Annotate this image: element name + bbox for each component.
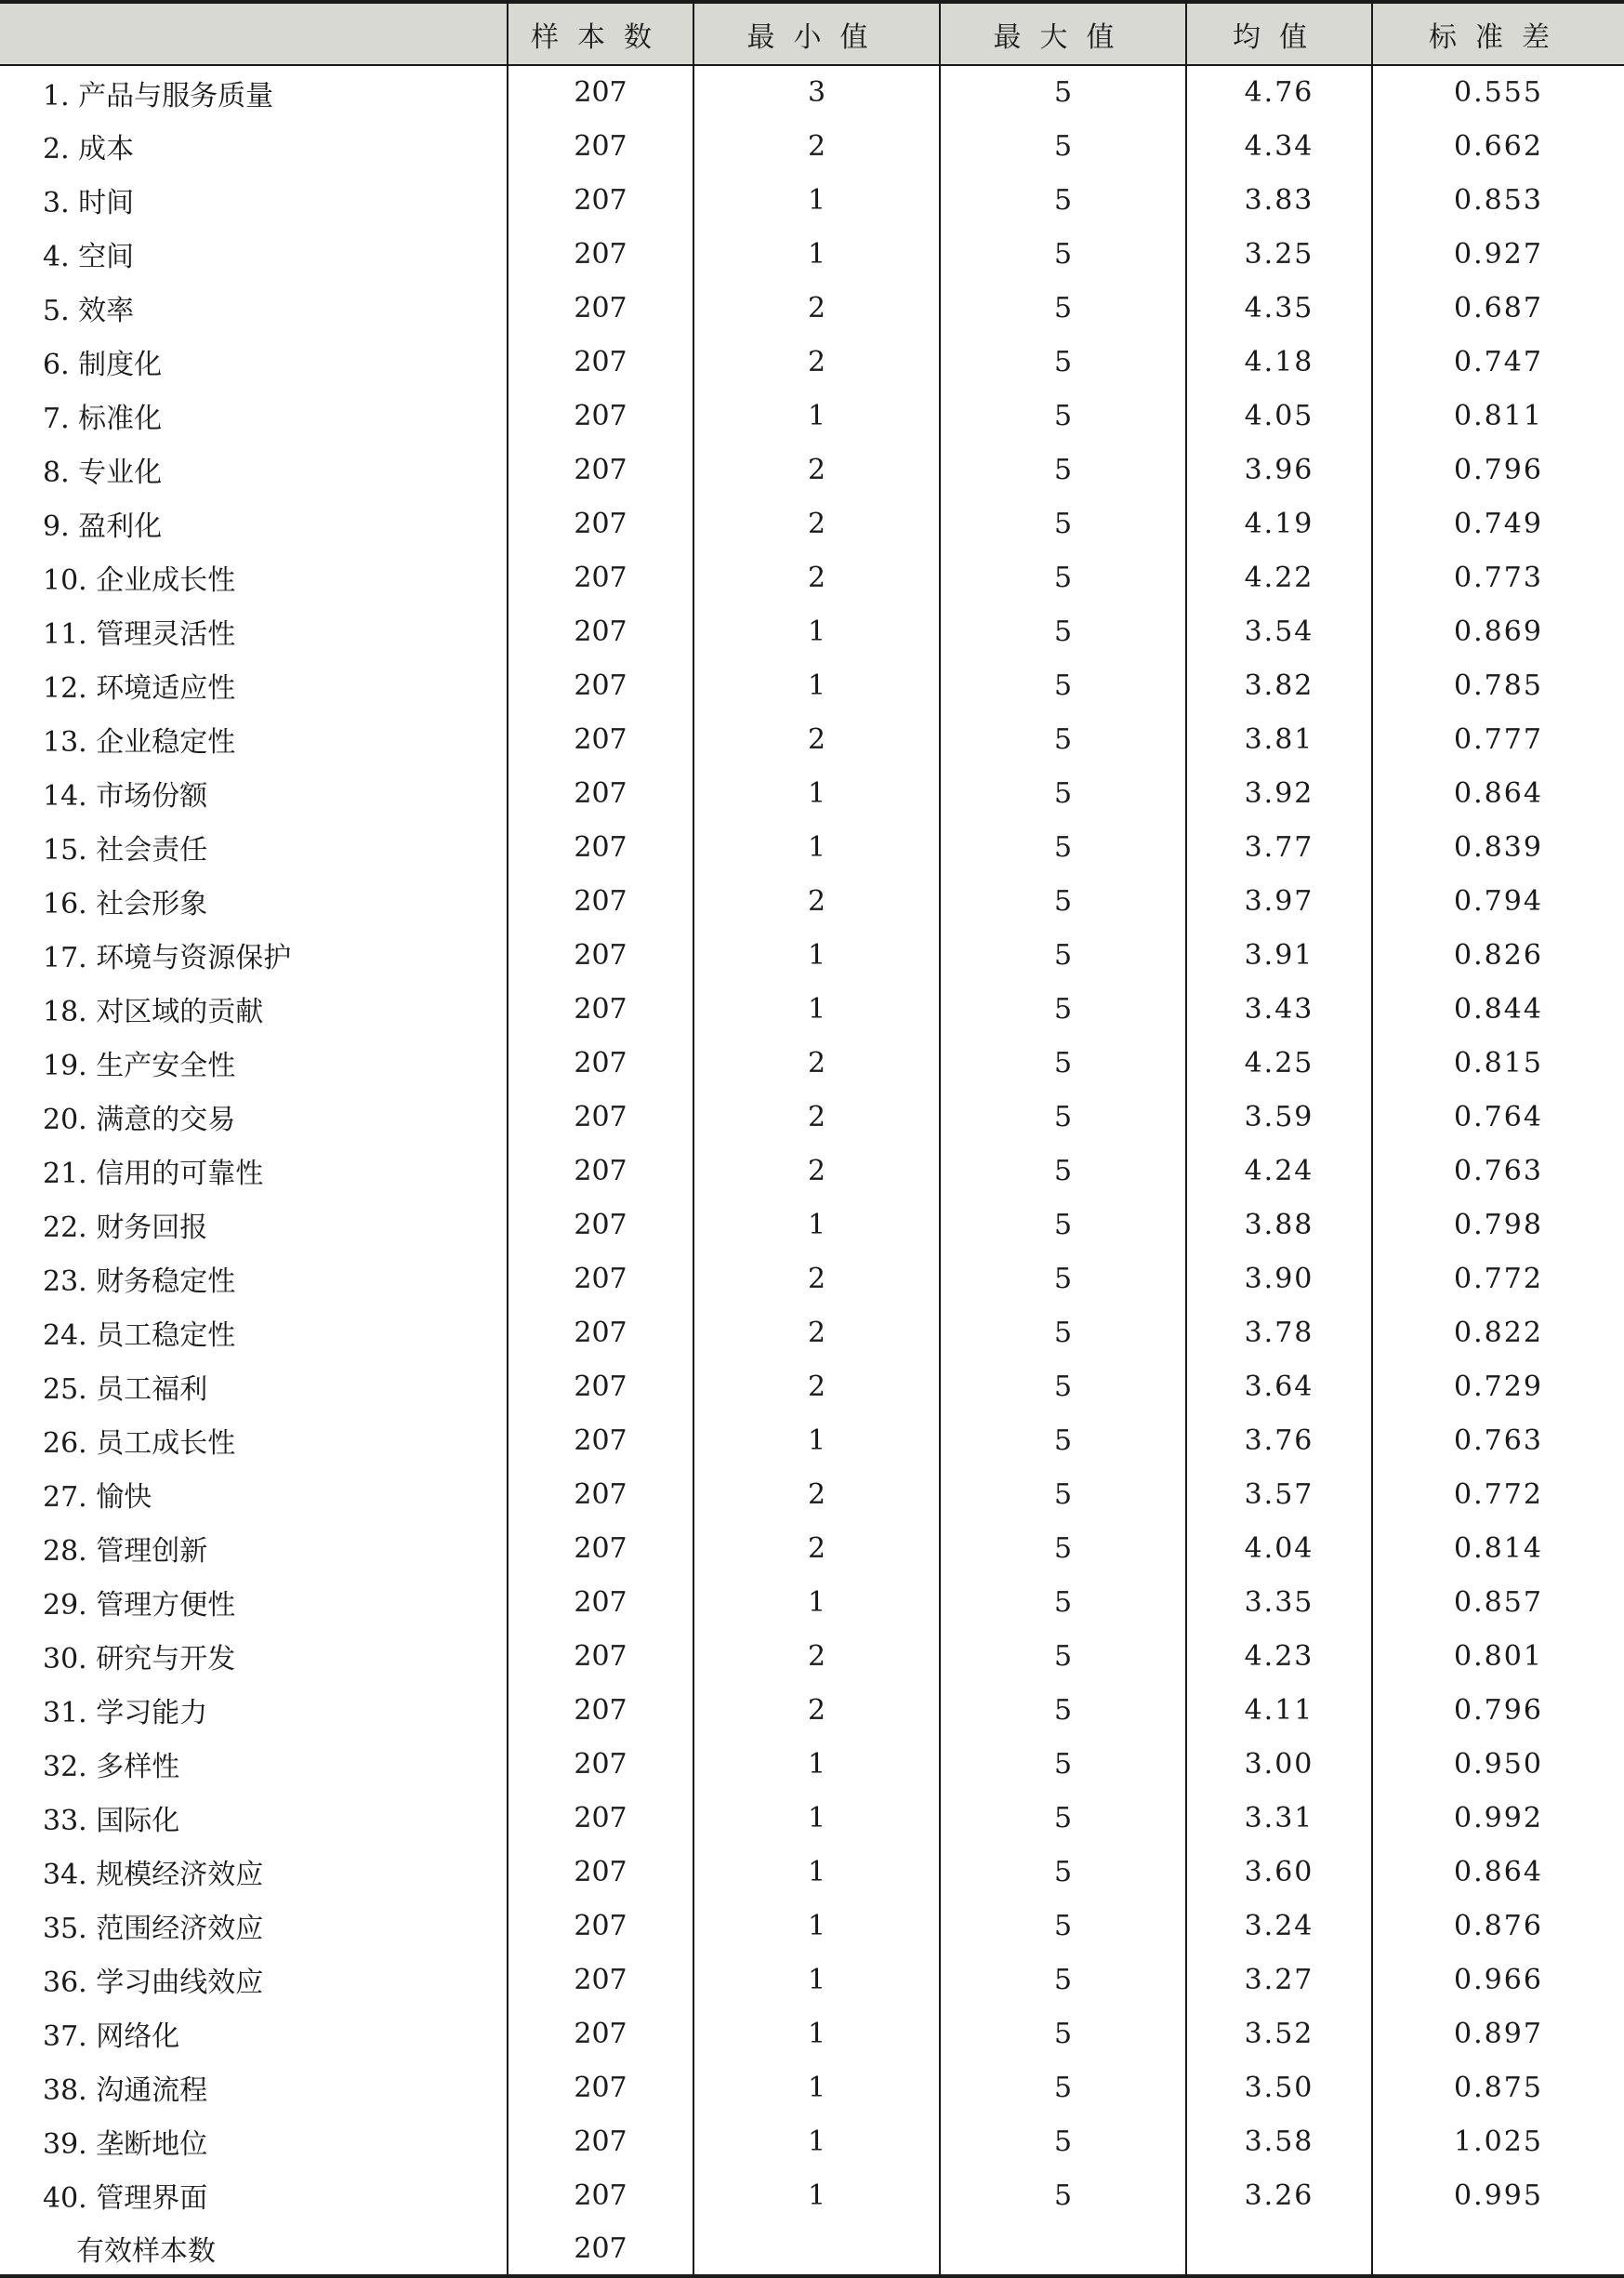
mean-cell: 3.26 [1186,2168,1372,2222]
header-min: 最小值 [693,2,940,65]
mean-cell: 3.81 [1186,712,1372,766]
item-label-cell: 2. 成本 [43,133,135,166]
sample-count-cell: 207 [508,2006,693,2060]
max-value-cell: 5 [940,820,1186,874]
table-row [0,1198,1624,1252]
max-value-cell: 5 [940,658,1186,712]
max-value-cell: 5 [940,928,1186,982]
item-label-cell: 10. 企业成长性 [43,564,236,597]
std-dev-cell: 0.857 [1372,1575,1624,1629]
item-label-cell: 33. 国际化 [43,1805,180,1837]
std-dev-cell: 0.785 [1372,658,1624,712]
mean-cell: 4.76 [1186,65,1372,119]
min-value-cell: 1 [693,389,940,443]
std-dev-cell: 0.966 [1372,1953,1624,2006]
item-label-cell: 25. 员工福利 [43,1373,208,1406]
table-row [0,2060,1624,2114]
item-label-cell: 30. 研究与开发 [43,1643,236,1675]
table-row [0,1791,1624,1845]
min-value-cell: 2 [693,712,940,766]
mean-cell: 3.64 [1186,1359,1372,1413]
std-dev-cell: 0.995 [1372,2168,1624,2222]
item-label-cell: 28. 管理创新 [43,1535,208,1568]
sample-count-cell: 207 [508,1791,693,1845]
item-label-cell: 18. 对区域的贡献 [43,996,264,1028]
min-value-cell: 1 [693,1737,940,1791]
min-value-cell: 2 [693,1305,940,1359]
std-dev-cell: 0.777 [1372,712,1624,766]
table-row [0,1036,1624,1090]
mean-cell: 3.31 [1186,1791,1372,1845]
mean-cell: 3.57 [1186,1467,1372,1521]
item-label-cell: 32. 多样性 [43,1751,180,1783]
min-value-cell: 1 [693,173,940,227]
table-row [0,1521,1624,1575]
std-dev-cell: 0.875 [1372,2060,1624,2114]
item-label-cell: 有效样本数 [0,2222,508,2276]
sample-count-cell: 207 [508,227,693,281]
mean-cell: 4.34 [1186,119,1372,173]
std-dev-cell: 0.844 [1372,982,1624,1036]
sample-count-cell: 207 [508,497,693,550]
max-value-cell: 5 [940,335,1186,389]
std-dev-cell: 0.864 [1372,766,1624,820]
sample-count-cell: 207 [508,1144,693,1198]
mean-cell: 3.96 [1186,443,1372,497]
std-dev-cell: 0.876 [1372,1899,1624,1953]
max-value-cell: 5 [940,1953,1186,2006]
max-value-cell: 5 [940,1036,1186,1090]
min-value-cell: 2 [693,1359,940,1413]
item-label-cell: 22. 财务回报 [43,1212,208,1244]
table-row [0,1467,1624,1521]
std-dev-cell: 0.992 [1372,1791,1624,1845]
table-row [0,1683,1624,1737]
table-header [0,2,1624,65]
min-value-cell: 1 [693,1791,940,1845]
min-value-cell: 1 [693,766,940,820]
max-value-cell: 5 [940,497,1186,550]
table-row [0,335,1624,389]
mean-cell: 4.11 [1186,1683,1372,1737]
sample-count-cell: 207 [508,928,693,982]
table-row [0,1359,1624,1413]
max-value-cell: 5 [940,1359,1186,1413]
item-label-cell: 36. 学习曲线效应 [43,1967,264,1999]
table-row [0,173,1624,227]
item-label-cell: 31. 学习能力 [43,1697,208,1729]
table-row [0,2114,1624,2168]
table-row [0,1629,1624,1683]
sample-count-cell: 207 [508,2114,693,2168]
item-label-cell: 23. 财务稳定性 [43,1265,236,1298]
item-label-cell: 39. 垄断地位 [43,2128,208,2161]
min-value-cell: 1 [693,820,940,874]
std-dev-cell: 0.687 [1372,281,1624,335]
std-dev-cell: 0.763 [1372,1144,1624,1198]
mean-cell: 3.97 [1186,874,1372,928]
std-dev-cell: 0.729 [1372,1359,1624,1413]
min-value-cell: 1 [693,1198,940,1252]
max-value-cell: 5 [940,1737,1186,1791]
min-value-cell: 2 [693,1683,940,1737]
min-value-cell: 2 [693,1090,940,1144]
sample-count-cell: 207 [508,1845,693,1899]
std-dev-cell: 0.747 [1372,335,1624,389]
table-row [0,2168,1624,2222]
max-value-cell: 5 [940,2114,1186,2168]
std-dev-cell: 0.864 [1372,1845,1624,1899]
max-value-cell: 5 [940,1252,1186,1305]
min-value-cell: 1 [693,1575,940,1629]
table-row [0,1413,1624,1467]
min-value-cell: 2 [693,119,940,173]
sample-count-cell: 207 [508,820,693,874]
min-value-cell: 1 [693,2006,940,2060]
sample-count-cell: 207 [508,1252,693,1305]
sample-count-cell: 207 [508,1467,693,1521]
sample-count-cell: 207 [508,550,693,604]
mean-cell: 3.83 [1186,173,1372,227]
std-dev-cell: 0.773 [1372,550,1624,604]
std-dev-cell: 0.763 [1372,1413,1624,1467]
item-label-cell: 13. 企业稳定性 [43,726,236,759]
sample-count-cell: 207 [508,65,693,119]
std-dev-cell: 0.555 [1372,65,1624,119]
sample-count-cell: 207 [508,389,693,443]
mean-cell: 4.23 [1186,1629,1372,1683]
mean-cell: 3.27 [1186,1953,1372,2006]
item-label-cell: 35. 范围经济效应 [43,1913,264,1945]
min-value-cell: 1 [693,2114,940,2168]
item-label-cell: 38. 沟通流程 [43,2074,208,2107]
table-row [0,1305,1624,1359]
min-value-cell: 2 [693,335,940,389]
item-label-cell: 12. 环境适应性 [43,672,236,705]
max-value-cell: 5 [940,443,1186,497]
min-value-cell: 2 [693,874,940,928]
table-row [0,1090,1624,1144]
max-value-cell: 5 [940,2060,1186,2114]
item-label-cell: 15. 社会责任 [43,834,208,867]
std-dev-cell: 0.853 [1372,173,1624,227]
mean-cell: 3.54 [1186,604,1372,658]
min-value-cell: 2 [693,281,940,335]
mean-cell: 3.82 [1186,658,1372,712]
min-value-cell [693,2222,940,2276]
item-label-cell: 21. 信用的可靠性 [43,1158,264,1190]
mean-cell: 4.19 [1186,497,1372,550]
item-label-cell: 34. 规模经济效应 [43,1859,264,1891]
header-row [0,2,1624,65]
mean-cell: 4.18 [1186,335,1372,389]
max-value-cell: 5 [940,2006,1186,2060]
max-value-cell: 5 [940,1575,1186,1629]
max-value-cell: 5 [940,1413,1186,1467]
mean-cell: 4.04 [1186,1521,1372,1575]
table-body [0,65,1624,2276]
mean-cell [1186,2222,1372,2276]
header-item [0,2,508,65]
std-dev-cell: 0.869 [1372,604,1624,658]
header-sample-count: 样本数 [508,2,693,65]
std-dev-cell: 0.796 [1372,443,1624,497]
min-value-cell: 1 [693,658,940,712]
sample-count-cell: 207 [508,1575,693,1629]
min-value-cell: 2 [693,1036,940,1090]
sample-count-cell: 207 [508,1683,693,1737]
mean-cell: 3.88 [1186,1198,1372,1252]
sample-count-cell: 207 [508,982,693,1036]
mean-cell: 4.35 [1186,281,1372,335]
min-value-cell: 1 [693,1953,940,2006]
mean-cell: 3.60 [1186,1845,1372,1899]
item-label-cell: 8. 专业化 [43,457,163,489]
sample-count-cell: 207 [508,1090,693,1144]
min-value-cell: 2 [693,1252,940,1305]
mean-cell: 3.25 [1186,227,1372,281]
sample-count-cell: 207 [508,281,693,335]
sample-count-cell: 207 [508,443,693,497]
table-row [0,604,1624,658]
std-dev-cell: 0.811 [1372,389,1624,443]
max-value-cell: 5 [940,1683,1186,1737]
table-row [0,712,1624,766]
max-value-cell: 5 [940,766,1186,820]
min-value-cell: 2 [693,1144,940,1198]
table-row [0,820,1624,874]
table-row [0,1845,1624,1899]
mean-cell: 3.91 [1186,928,1372,982]
table-row [0,982,1624,1036]
sample-count-cell: 207 [508,874,693,928]
item-label-cell: 5. 效率 [43,295,135,327]
sample-count-cell: 207 [508,1036,693,1090]
table-row [0,65,1624,119]
table-row [0,658,1624,712]
table-row [0,550,1624,604]
item-label-cell: 29. 管理方便性 [43,1589,236,1622]
std-dev-cell: 0.772 [1372,1252,1624,1305]
table-row [0,1737,1624,1791]
sample-count-cell: 207 [508,658,693,712]
item-label-cell: 20. 满意的交易 [43,1104,236,1136]
std-dev-cell: 0.796 [1372,1683,1624,1737]
std-dev-cell: 0.798 [1372,1198,1624,1252]
std-dev-cell: 1.025 [1372,2114,1624,2168]
mean-cell: 4.24 [1186,1144,1372,1198]
mean-cell: 3.77 [1186,820,1372,874]
max-value-cell: 5 [940,1144,1186,1198]
max-value-cell: 5 [940,874,1186,928]
table-row [0,766,1624,820]
mean-cell: 4.05 [1186,389,1372,443]
item-label-cell: 11. 管理灵活性 [43,618,236,651]
mean-cell: 3.58 [1186,2114,1372,2168]
mean-cell: 3.35 [1186,1575,1372,1629]
min-value-cell: 2 [693,1629,940,1683]
table-row [0,874,1624,928]
max-value-cell: 5 [940,1899,1186,1953]
std-dev-cell: 0.794 [1372,874,1624,928]
std-dev-cell [1372,2222,1624,2276]
min-value-cell: 1 [693,1413,940,1467]
std-dev-cell: 0.662 [1372,119,1624,173]
sample-count-cell: 207 [508,173,693,227]
mean-cell: 4.25 [1186,1036,1372,1090]
min-value-cell: 1 [693,1899,940,1953]
max-value-cell: 5 [940,1791,1186,1845]
table-row [0,443,1624,497]
sample-count-cell: 207 [508,604,693,658]
max-value-cell: 5 [940,119,1186,173]
item-label-cell: 6. 制度化 [43,349,163,381]
sample-count-cell: 207 [508,1359,693,1413]
table-row [0,1252,1624,1305]
item-label-cell: 16. 社会形象 [43,888,208,920]
mean-cell: 3.24 [1186,1899,1372,1953]
header-std-dev: 标准差 [1372,2,1624,65]
std-dev-cell: 0.822 [1372,1305,1624,1359]
max-value-cell [940,2222,1186,2276]
table-row [0,497,1624,550]
sample-count-cell: 207 [508,1413,693,1467]
mean-cell: 3.50 [1186,2060,1372,2114]
min-value-cell: 2 [693,1467,940,1521]
min-value-cell: 2 [693,443,940,497]
min-value-cell: 2 [693,550,940,604]
sample-count-cell: 207 [508,1521,693,1575]
table-row [0,227,1624,281]
max-value-cell: 5 [940,389,1186,443]
max-value-cell: 5 [940,1090,1186,1144]
min-value-cell: 1 [693,2060,940,2114]
min-value-cell: 2 [693,1521,940,1575]
min-value-cell: 1 [693,227,940,281]
sample-count-cell: 207 [508,1198,693,1252]
item-label-cell: 40. 管理界面 [43,2182,208,2215]
item-label-cell: 7. 标准化 [43,403,163,435]
item-label-cell: 14. 市场份额 [43,780,208,813]
std-dev-cell: 0.927 [1372,227,1624,281]
std-dev-cell: 0.815 [1372,1036,1624,1090]
sample-count-cell: 207 [508,1899,693,1953]
max-value-cell: 5 [940,982,1186,1036]
mean-cell: 3.90 [1186,1252,1372,1305]
table-row [0,928,1624,982]
table-row [0,119,1624,173]
table-row [0,2222,1624,2276]
mean-cell: 3.52 [1186,2006,1372,2060]
max-value-cell: 5 [940,1467,1186,1521]
mean-cell: 4.22 [1186,550,1372,604]
table-row [0,1953,1624,2006]
item-label-cell: 9. 盈利化 [43,510,163,543]
sample-count-cell: 207 [508,766,693,820]
sample-count-cell: 207 [508,1737,693,1791]
max-value-cell: 5 [940,173,1186,227]
max-value-cell: 5 [940,604,1186,658]
min-value-cell: 2 [693,497,940,550]
min-value-cell: 3 [693,65,940,119]
std-dev-cell: 0.897 [1372,2006,1624,2060]
sample-count-cell: 207 [508,1305,693,1359]
max-value-cell: 5 [940,1845,1186,1899]
table-row [0,1575,1624,1629]
sample-count-cell: 207 [508,335,693,389]
mean-cell: 3.92 [1186,766,1372,820]
table-row [0,281,1624,335]
table-row [0,1899,1624,1953]
item-label-cell: 27. 愉快 [43,1481,152,1514]
table-row [0,2006,1624,2060]
item-label-cell: 17. 环境与资源保护 [43,942,292,974]
item-label-cell: 19. 生产安全性 [43,1050,236,1082]
sample-count-cell: 207 [508,1629,693,1683]
table-row [0,1144,1624,1198]
min-value-cell: 1 [693,604,940,658]
min-value-cell: 1 [693,928,940,982]
min-value-cell: 1 [693,1845,940,1899]
item-label-cell: 24. 员工稳定性 [43,1319,236,1352]
max-value-cell: 5 [940,281,1186,335]
sample-count-cell: 207 [508,1953,693,2006]
item-label-cell: 26. 员工成长性 [43,1427,236,1460]
max-value-cell: 5 [940,550,1186,604]
mean-cell: 3.78 [1186,1305,1372,1359]
std-dev-cell: 0.950 [1372,1737,1624,1791]
max-value-cell: 5 [940,1305,1186,1359]
sample-count-cell: 207 [508,2168,693,2222]
header-mean: 均值 [1186,2,1372,65]
std-dev-cell: 0.801 [1372,1629,1624,1683]
max-value-cell: 5 [940,1198,1186,1252]
item-label-cell: 37. 网络化 [43,2020,180,2053]
sample-count-cell: 207 [508,119,693,173]
table-row [0,389,1624,443]
item-label-cell: 3. 时间 [43,187,135,219]
std-dev-cell: 0.826 [1372,928,1624,982]
item-label-cell: 1. 产品与服务质量 [43,79,274,113]
std-dev-cell: 0.764 [1372,1090,1624,1144]
mean-cell: 3.76 [1186,1413,1372,1467]
max-value-cell: 5 [940,2168,1186,2222]
sample-count-cell: 207 [508,712,693,766]
min-value-cell: 1 [693,2168,940,2222]
header-max: 最大值 [940,2,1186,65]
mean-cell: 3.00 [1186,1737,1372,1791]
sample-count-cell: 207 [508,2060,693,2114]
std-dev-cell: 0.772 [1372,1467,1624,1521]
item-label-cell: 4. 空间 [43,241,135,273]
max-value-cell: 5 [940,1521,1186,1575]
max-value-cell: 5 [940,65,1186,119]
mean-cell: 3.43 [1186,982,1372,1036]
sample-count-cell: 207 [508,2222,693,2276]
std-dev-cell: 0.749 [1372,497,1624,550]
max-value-cell: 5 [940,227,1186,281]
min-value-cell: 1 [693,982,940,1036]
max-value-cell: 5 [940,1629,1186,1683]
max-value-cell: 5 [940,712,1186,766]
std-dev-cell: 0.839 [1372,820,1624,874]
std-dev-cell: 0.814 [1372,1521,1624,1575]
mean-cell: 3.59 [1186,1090,1372,1144]
